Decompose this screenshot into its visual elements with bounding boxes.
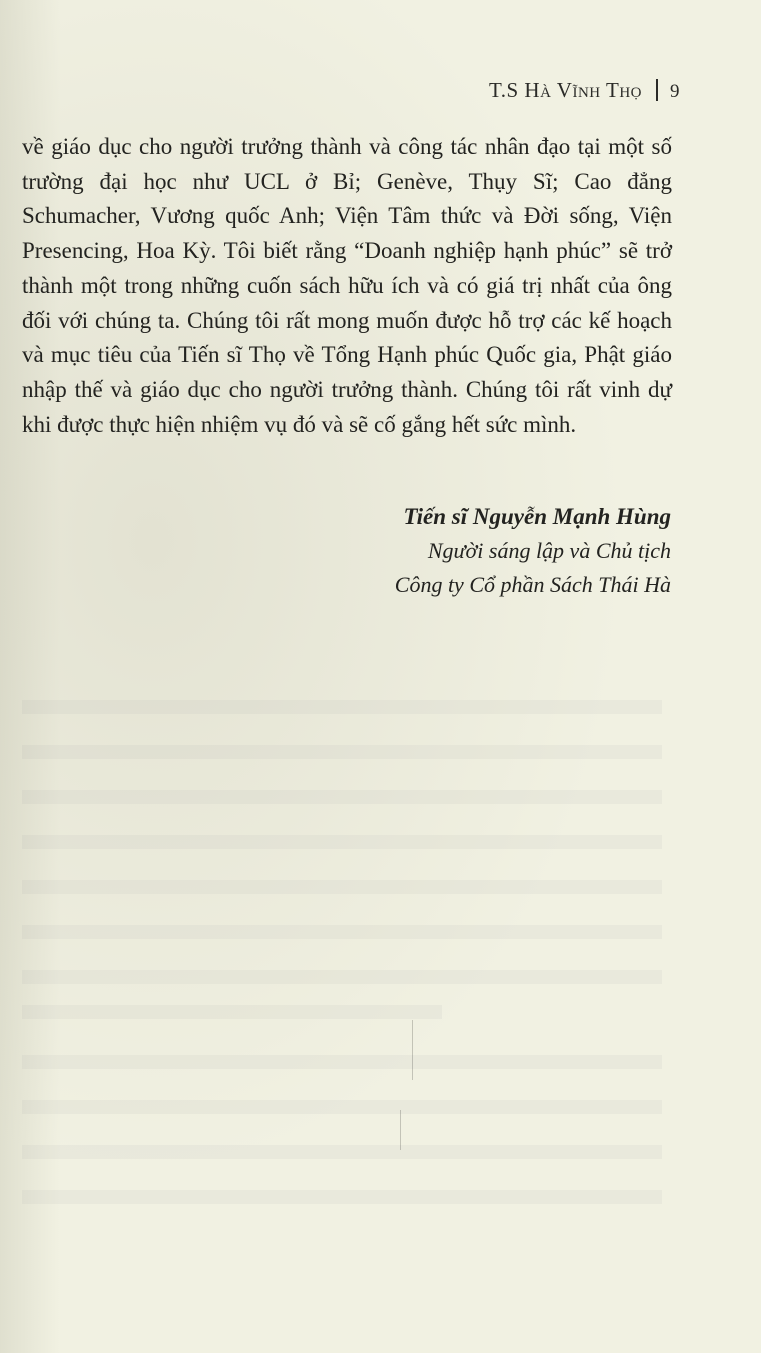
- header-author: T.S Hà Vĩnh Thọ: [488, 78, 642, 102]
- page-crease: [400, 1110, 401, 1150]
- page-number: 9: [670, 81, 680, 102]
- header-separator: [656, 79, 658, 101]
- signature-role: Người sáng lập và Chủ tịch: [427, 538, 671, 563]
- signature-company: Công ty Cổ phần Sách Thái Hà: [394, 572, 671, 597]
- signature-name: Tiến sĩ Nguyễn Mạnh Hùng: [403, 504, 671, 529]
- page-crease: [412, 1020, 413, 1080]
- body-text: [22, 130, 672, 442]
- signature-block: [395, 500, 671, 602]
- running-header: [0, 78, 680, 103]
- body-paragraph: về giáo dục cho người trưởng thành và công tác nhân đạo tại một số trường đại học như UCL ở Bỉ; Genève, Thụy Sĩ; Cao đẳng Schumacher, Vương quốc Anh; Viện Tâm thức và Đời sống, Viện Presencing, Hoa Kỳ. Tôi biết rằng “Doanh nghiệp hạnh phúc” sẽ trở thành một trong những cuốn sách hữu ích và có giá trị nhất của ông đối với chúng ta. Chúng tôi rất mong muốn được hỗ trợ các kế hoạch và mục tiêu của Tiến sĩ Thọ về Tổng Hạnh phúc Quốc gia, Phật giáo nhập thế và giáo dục cho người trưởng thành. Chúng tôi rất vinh dự khi được thực hiện nhiệm vụ đó và sẽ cố gắng hết sức mình.: [22, 134, 672, 437]
